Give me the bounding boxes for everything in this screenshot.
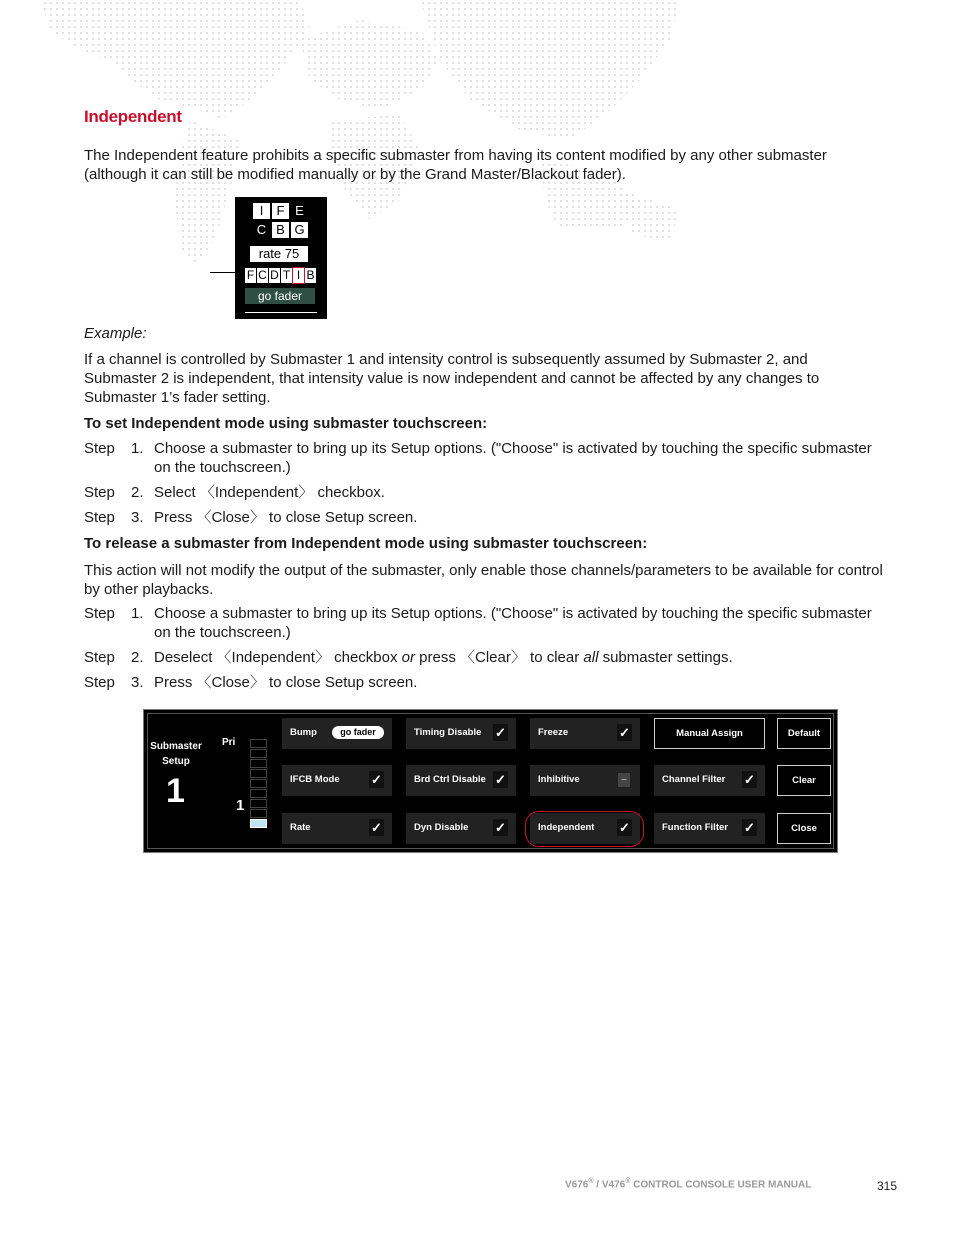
submaster-tile <box>235 197 327 319</box>
page-number: 315 <box>877 1179 898 1193</box>
clear-button[interactable]: Clear <box>777 765 831 796</box>
tile-fc-b: B <box>306 268 315 282</box>
button-label: Bump <box>290 727 317 738</box>
footer-model-2: / V476 <box>593 1179 626 1191</box>
check-icon[interactable]: ✓ <box>617 724 632 741</box>
tile-rate: rate 75 <box>250 246 308 262</box>
step-number: 3. <box>131 509 144 526</box>
tile-fc-d: D <box>270 268 279 282</box>
independent-highlight-ring <box>525 811 644 847</box>
set-heading: To set Independent mode using submaster touchscreen: <box>84 415 488 432</box>
check-icon[interactable]: ✓ <box>742 819 757 836</box>
section-heading: Independent <box>84 107 182 126</box>
step-text-part: submaster settings. <box>598 649 733 666</box>
dyn-disable-button[interactable] <box>406 813 516 844</box>
button-label: Dyn Disable <box>414 822 469 833</box>
check-icon[interactable]: ✓ <box>742 771 757 788</box>
step-number: 2. <box>131 649 144 666</box>
tile-flag-c: C <box>253 222 270 238</box>
step-label: Step <box>84 605 115 622</box>
step-text: Press 〈Close〉 to close Setup screen. <box>154 509 418 526</box>
check-icon[interactable]: ✓ <box>617 819 632 836</box>
tile-flag-i: I <box>253 203 270 219</box>
footer-manual-title: CONTROL CONSOLE USER MANUAL <box>630 1179 812 1191</box>
manual-assign-button[interactable]: Manual Assign <box>654 718 765 749</box>
rate-button[interactable] <box>282 813 392 844</box>
brd-ctrl-disable-button[interactable] <box>406 765 516 796</box>
priority-label: Pri <box>222 737 236 748</box>
channel-filter-button[interactable] <box>654 765 765 796</box>
release-intro: This action will not modify the output of the submaster, only enable those channels/parameters to be available for control by other playbacks. <box>84 562 883 598</box>
check-icon[interactable]: ✓ <box>493 771 508 788</box>
meter-step <box>250 759 267 768</box>
button-label: IFCB Mode <box>290 774 340 785</box>
tile-flag-g: G <box>291 222 308 238</box>
intro-paragraph: The Independent feature prohibits a specific submaster from having its content modified by any other submaster (although it can still be modified manually or by the Grand Master/Blackout fader). <box>84 147 827 183</box>
step-number: 3. <box>131 674 144 691</box>
world-map-background <box>0 0 954 270</box>
step-number: 1. <box>131 440 144 457</box>
ifcb-mode-button[interactable] <box>282 765 392 796</box>
check-icon[interactable]: ✓ <box>369 771 384 788</box>
inhibitive-button[interactable] <box>530 765 640 796</box>
step-number: 2. <box>131 484 144 501</box>
step-text-all: all <box>583 649 599 666</box>
check-icon[interactable]: ✓ <box>493 724 508 741</box>
step-label: Step <box>84 440 115 457</box>
tile-flag-b: B <box>272 222 289 238</box>
button-label: Channel Filter <box>662 774 726 785</box>
button-label: Inhibitive <box>538 774 580 785</box>
panel-title-line2: Setup <box>162 756 190 767</box>
example-label: Example: <box>84 325 147 342</box>
step-text-or: or <box>401 649 415 666</box>
step-label: Step <box>84 674 115 691</box>
meter-step <box>250 779 267 788</box>
button-label: Rate <box>290 822 311 833</box>
tile-go-fader: go fader <box>245 288 315 304</box>
disabled-check-icon: – <box>618 773 630 787</box>
button-label: Function Filter <box>662 822 728 833</box>
footer-model: V676 <box>565 1179 589 1191</box>
panel-title-line1: Submaster <box>150 741 202 752</box>
tile-fc-i: I <box>293 268 304 283</box>
step-label: Step <box>84 484 115 501</box>
submaster-number: 1 <box>166 772 185 810</box>
footer-title <box>565 1178 811 1190</box>
submaster-setup-panel <box>143 709 838 853</box>
priority-meter[interactable] <box>250 739 267 829</box>
step-label: Step <box>84 509 115 526</box>
meter-step <box>250 739 267 748</box>
meter-step <box>250 789 267 798</box>
callout-line <box>210 272 235 273</box>
tile-fc-f: F <box>246 268 255 282</box>
freeze-button[interactable] <box>530 718 640 749</box>
release-heading: To release a submaster from Independent mode using submaster touchscreen: <box>84 535 648 552</box>
step-text: Choose a submaster to bring up its Setup options. ("Choose" is activated by touching the specific submaster on the touchscreen.) <box>154 605 872 641</box>
tile-flag-f: F <box>272 203 289 219</box>
meter-selected <box>250 819 267 828</box>
meter-step <box>250 749 267 758</box>
function-filter-button[interactable] <box>654 813 765 844</box>
timing-disable-button[interactable] <box>406 718 516 749</box>
tile-flag-e: E <box>291 203 308 219</box>
meter-step <box>250 809 267 818</box>
button-label: Timing Disable <box>414 727 482 738</box>
panel-title <box>150 739 202 769</box>
example-text: If a channel is controlled by Submaster 1 and intensity control is subsequently assumed by Submaster 2, and Submaster 2 is independent, that intensity value is now independent and cannot be affected by any changes to Submaster 1’s fader setting. <box>84 351 820 406</box>
step-text: Choose a submaster to bring up its Setup options. ("Choose" is activated by touching the specific submaster on the touchscreen.) <box>154 440 872 476</box>
tile-fc-t: T <box>282 268 291 282</box>
step-text-part: Deselect 〈Independent〉 checkbox <box>154 649 402 666</box>
close-button[interactable]: Close <box>777 813 831 844</box>
button-label: Independent <box>538 822 595 833</box>
registered-mark: ® <box>625 1178 631 1185</box>
default-button[interactable]: Default <box>777 718 831 749</box>
step-text: Press 〈Close〉 to close Setup screen. <box>154 674 418 691</box>
meter-step <box>250 799 267 808</box>
priority-value: 1 <box>236 797 245 814</box>
bump-button[interactable] <box>282 718 392 749</box>
registered-mark: ® <box>588 1178 594 1185</box>
step-text-part: press 〈Clear〉 to clear <box>415 649 584 666</box>
check-icon[interactable]: ✓ <box>493 819 508 836</box>
tile-fc-c: C <box>258 268 267 282</box>
button-label: Freeze <box>538 727 569 738</box>
meter-step <box>250 769 267 778</box>
bump-mode-pill[interactable]: go fader <box>332 726 384 739</box>
step-text <box>154 648 884 667</box>
step-number: 1. <box>131 605 144 622</box>
step-text: Select 〈Independent〉 checkbox. <box>154 484 385 501</box>
check-icon[interactable]: ✓ <box>369 819 384 836</box>
tile-underline <box>245 312 317 313</box>
button-label: Brd Ctrl Disable <box>414 774 486 785</box>
step-label: Step <box>84 649 115 666</box>
